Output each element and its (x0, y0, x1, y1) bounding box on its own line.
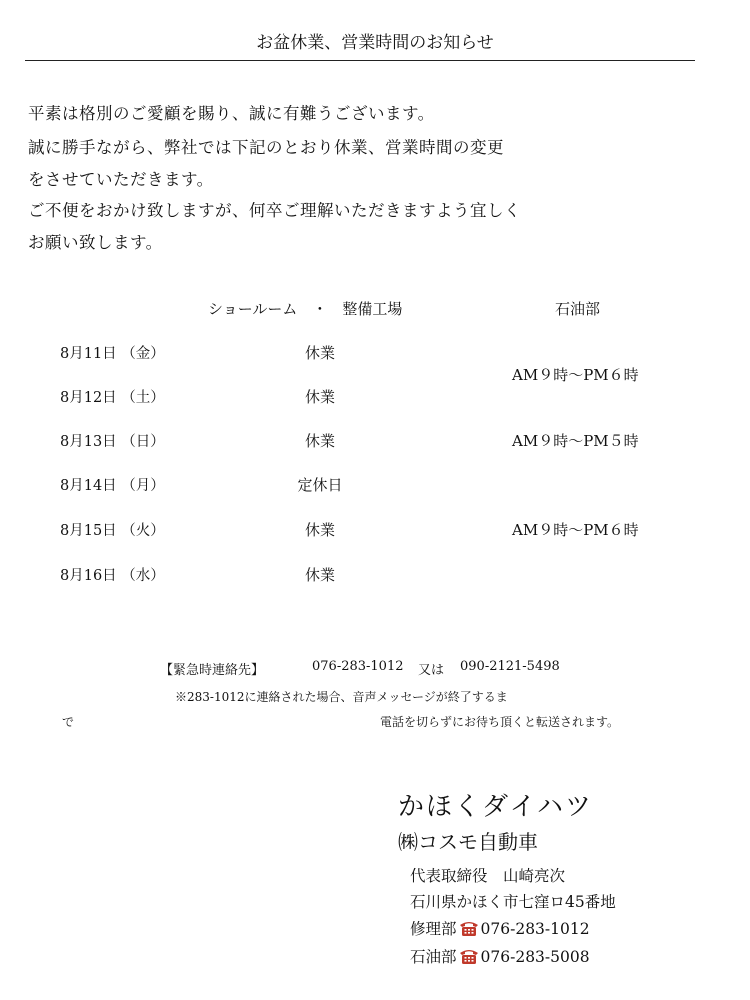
telephone-icon (458, 919, 480, 937)
company-name: かほくダイハツ (398, 792, 593, 822)
oil-contact (410, 945, 590, 967)
schedule-date: 8月11日 （金） (60, 346, 165, 362)
body-line-4: ご不便をおかけ致しますが、何卒ご理解いただきますよう宜しく (28, 201, 521, 220)
schedule-date: 8月13日 （日） (60, 434, 165, 450)
schedule-showroom-status: 休業 (304, 566, 335, 584)
corporation-name: ㈱コスモ自動車 (398, 830, 538, 854)
schedule-date: 8月12日 （土） (60, 390, 165, 406)
emergency-phone-2: 090-2121-5498 (460, 659, 560, 674)
schedule-showroom-status: 休業 (304, 521, 335, 539)
repair-phone: 076-283-1012 (480, 920, 590, 938)
header-oil: 石油部 (555, 300, 601, 318)
emergency-note-line-2: 電話を切らずにお待ち頂くと転送されます。 (380, 715, 620, 729)
oil-label: 石油部 (410, 948, 457, 966)
oil-hours: AM９時〜PM６時 (512, 521, 639, 539)
body-line-3: をさせていただきます。 (28, 170, 214, 189)
schedule-showroom-status: 休業 (304, 344, 335, 362)
oil-hours: AM９時〜PM６時 (512, 366, 639, 384)
body-line-2: 誠に勝手ながら、弊社では下記のとおり休業、営業時間の変更 (28, 138, 504, 157)
telephone-icon (458, 947, 480, 965)
header-showroom: ショールーム ・ 整備工場 (208, 300, 403, 318)
body-line-1: 平素は格別のご愛顧を賜り、誠に有難うございます。 (28, 104, 435, 123)
repair-contact (410, 917, 590, 939)
representative: 代表取締役 山崎亮次 (410, 867, 566, 885)
schedule-showroom-status: 休業 (304, 432, 335, 450)
schedule-date: 8月14日 （月） (60, 478, 165, 494)
address: 石川県かほく市七窪ロ45番地 (410, 893, 616, 911)
repair-label: 修理部 (410, 920, 457, 938)
emergency-phone-1: 076-283-1012 (312, 659, 404, 674)
emergency-note-de: で (62, 715, 75, 729)
title-divider (25, 60, 695, 61)
emergency-or: 又は (418, 663, 445, 678)
schedule-date: 8月16日 （水） (60, 568, 165, 584)
oil-phone: 076-283-5008 (480, 948, 590, 966)
schedule-date: 8月15日 （火） (60, 523, 165, 539)
schedule-showroom-status: 休業 (304, 388, 335, 406)
body-line-5: お願い致します。 (28, 233, 163, 252)
notice-title: お盆休業、営業時間のお知らせ (256, 33, 494, 53)
emergency-note-line-1: ※283-1012に連絡された場合、音声メッセージが終了するま (175, 690, 508, 704)
schedule-showroom-status: 定休日 (297, 476, 343, 494)
emergency-label: 【緊急時連絡先】 (160, 663, 265, 678)
oil-hours: AM９時〜PM５時 (512, 432, 639, 450)
